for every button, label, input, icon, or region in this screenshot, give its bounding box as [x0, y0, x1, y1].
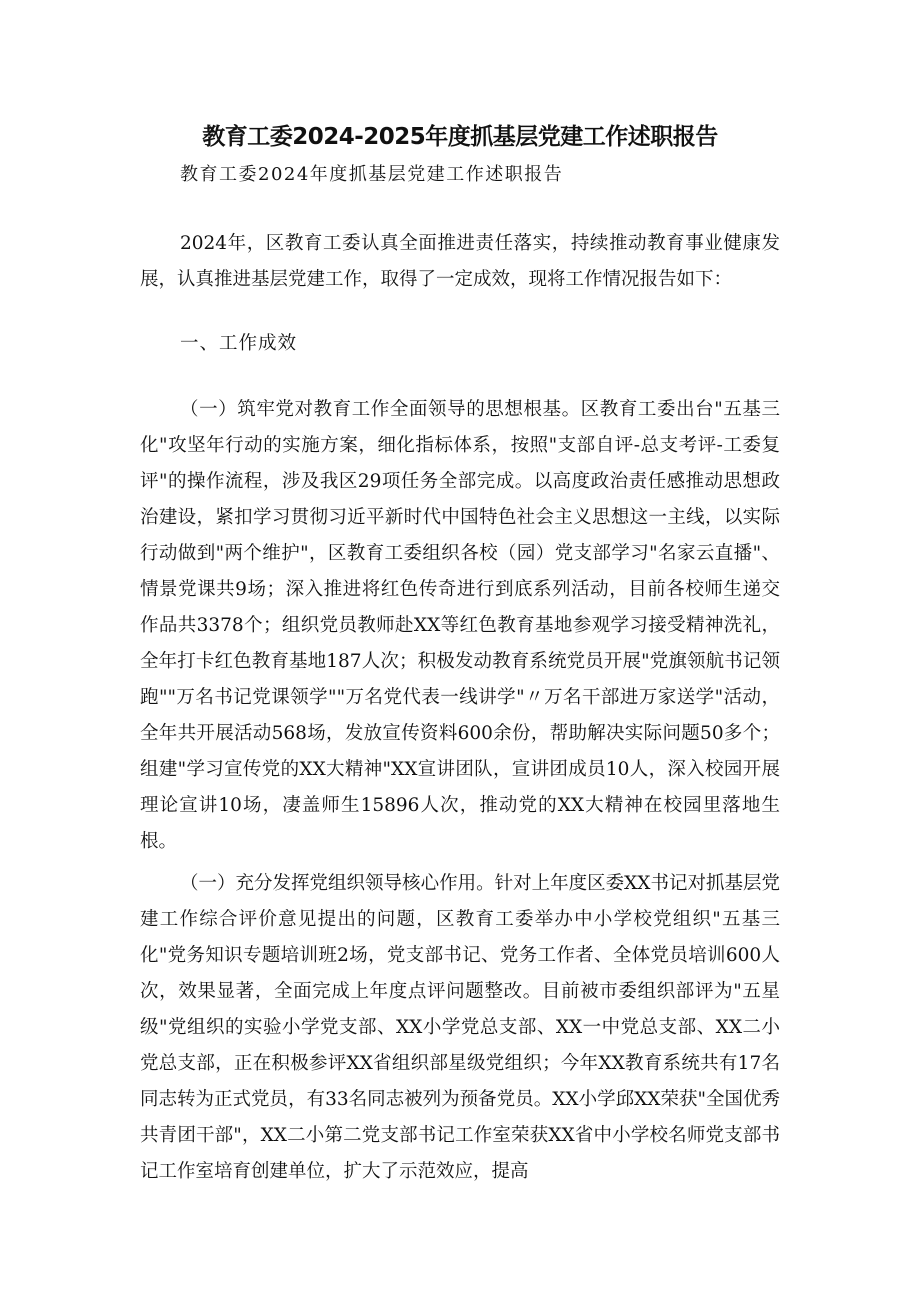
document-subtitle: 教育工委2024年度抓基层党建工作述职报告: [180, 164, 564, 185]
section-heading: 一、工作成效: [180, 333, 298, 354]
document-title: 教育工委2024-2025年度抓基层党建工作述职报告: [202, 124, 718, 150]
body-paragraph-2: （一）充分发挥党组织领导核心作用。针对上年度区委XX书记对抓基层党建工作综合评价意见提出的问题，区教育工委举办中小学校党组织"五基三化"党务知识专题培训班2场，党支部书记、党务工作者、全体党员培训600人次，效果显著，全面完成上年度点评问题整改。目前被市委组织部评为"五星级"党组织的实验小学党支部、XX小学党总支部、XX一中党总支部、XX二小党总支部，正在积极参评XX省组织部星级党组织；今年XX教育系统共有17名同志转为正式党员，有33名同志被列为预备党员。XX小学邱XX荣获"全国优秀共青团干部"，XX二小第二党支部书记工作室荣获XX省中小学校名师党支部书记工作室培育创建单位，扩大了示范效应，提高: [140, 873, 780, 1182]
intro-paragraph: 2024年，区教育工委认真全面推进责任落实，持续推动教育事业健康发展，认真推进基层党建工作，取得了一定成效，现将工作情况报告如下：: [140, 233, 780, 290]
body-paragraph-1: （一）筑牢党对教育工作全面领导的思想根基。区教育工委出台"五基三化"攻坚年行动的实施方案，细化指标体系，按照"支部自评-总支考评-工委复评"的操作流程，涉及我区29项任务全部完成。以高度政治责任感推动思想政治建设，紧扣学习贯彻习近平新时代中国特色社会主义思想这一主线，以实际行动做到"两个维护"，区教育工委组织各校（园）党支部学习"名家云直播"、情景党课共9场；深入推进将红色传奇进行到底系列活动，目前各校师生递交作品共3378个；组织党员教师赴XX等红色教育基地参观学习接受精神洗礼，全年打卡红色教育基地187人次；积极发动教育系统党员开展"党旗领航书记领跑""万名书记党课领学""万名党代表一线讲学"〃万名干部进万家送学"活动，全年共开展活动568场，发放宣传资料600余份，帮助解决实际问题50多个；组建"学习宣传党的XX大精神"XX宣讲团队，宣讲团成员10人，深入校园开展理论宣讲10场，凄盖师生15896人次，推动党的XX大精神在校园里落地生根。: [140, 399, 780, 852]
